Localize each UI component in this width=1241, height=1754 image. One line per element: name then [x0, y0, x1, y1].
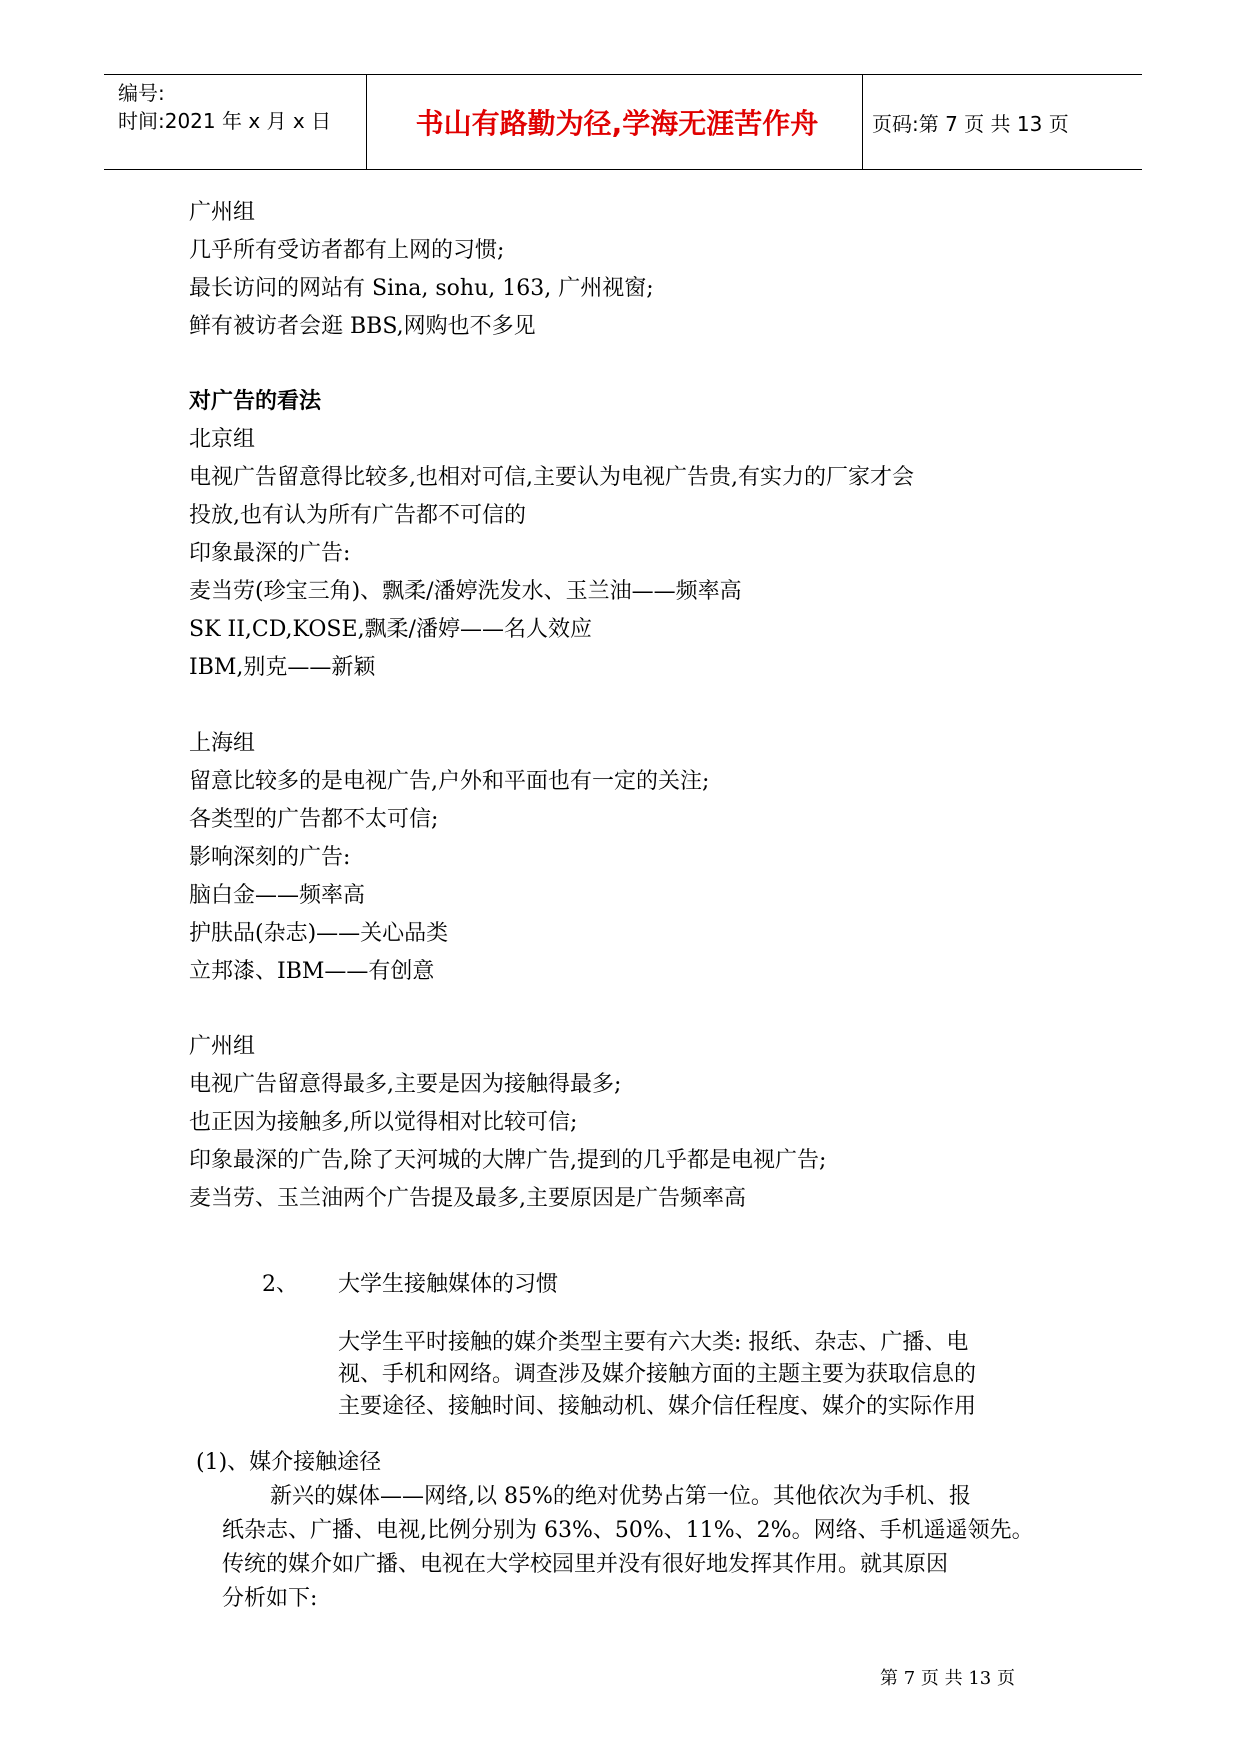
paragraph-line: SK II,CD,KOSE,飘柔/潘婷——名人效应 [189, 617, 592, 642]
paragraph-line: 鲜有被访者会逛 BBS,网购也不多见 [189, 314, 536, 339]
group-heading: 北京组 [189, 427, 256, 452]
paragraph-line: 也正因为接触多,所以觉得相对比较可信; [189, 1110, 578, 1135]
document-number-label: 编号: [118, 81, 165, 105]
paragraph-line: 印象最深的广告,除了天河城的大牌广告,提到的几乎都是电视广告; [189, 1148, 827, 1173]
section-heading: 对广告的看法 [189, 389, 322, 414]
paragraph-line: 印象最深的广告: [189, 541, 351, 566]
header-page-info: 页码:第 7 页 共 13 页 [872, 111, 1069, 136]
paragraph-line: 纸杂志、广播、电视,比例分别为 63%、50%、11%、2%。网络、手机遥遥领先。 [222, 1518, 1034, 1543]
header-meta [118, 79, 331, 135]
paragraph-line: 护肤品(杂志)——关心品类 [189, 921, 449, 946]
header-divider [366, 75, 367, 169]
section-number: 2、 [262, 1272, 298, 1297]
paragraph-line: 大学生平时接触的媒介类型主要有六大类: 报纸、杂志、广播、电 [338, 1330, 969, 1355]
paragraph-line: 影响深刻的广告: [189, 845, 351, 870]
paragraph-line: 分析如下: [222, 1586, 318, 1611]
group-heading: 广州组 [189, 200, 256, 225]
paragraph-line: 几乎所有受访者都有上网的习惯; [189, 238, 505, 263]
paragraph-line: 麦当劳(珍宝三角)、飘柔/潘婷洗发水、玉兰油——频率高 [189, 579, 742, 604]
section-title: 大学生接触媒体的习惯 [338, 1272, 559, 1297]
document-date-label: 时间:2021 年 x 月 x 日 [118, 109, 332, 133]
paragraph-line: 最长访问的网站有 Sina, sohu, 163, 广州视窗; [189, 276, 654, 301]
paragraph-line: 麦当劳、玉兰油两个广告提及最多,主要原因是广告频率高 [189, 1186, 746, 1211]
paragraph-line: 脑白金——频率高 [189, 883, 366, 908]
page-footer: 第 7 页 共 13 页 [880, 1668, 1015, 1689]
header-divider [862, 75, 863, 169]
group-heading: 广州组 [189, 1034, 256, 1059]
paragraph-line: 留意比较多的是电视广告,户外和平面也有一定的关注; [189, 769, 710, 794]
paragraph-line: 投放,也有认为所有广告都不可信的 [189, 503, 526, 528]
paragraph-line: 各类型的广告都不太可信; [189, 807, 439, 832]
paragraph-line: 电视广告留意得最多,主要是因为接触得最多; [189, 1072, 622, 1097]
paragraph-line: 电视广告留意得比较多,也相对可信,主要认为电视广告贵,有实力的厂家才会 [189, 465, 914, 490]
paragraph-line: IBM,别克——新颖 [189, 655, 376, 680]
paragraph-line: 新兴的媒体——网络,以 85%的绝对优势占第一位。其他依次为手机、报 [270, 1484, 971, 1509]
page-header [104, 74, 1142, 170]
paragraph-line: 主要途径、接触时间、接触动机、媒介信任程度、媒介的实际作用 [338, 1394, 977, 1419]
group-heading: 上海组 [189, 731, 256, 756]
paragraph-line: 立邦漆、IBM——有创意 [189, 959, 435, 984]
paragraph-line: 传统的媒介如广播、电视在大学校园里并没有很好地发挥其作用。就其原因 [222, 1552, 949, 1577]
header-motto: 书山有路勤为径,学海无涯苦作舟 [415, 107, 819, 140]
subsection-heading: (1)、媒介接触途径 [196, 1450, 382, 1475]
paragraph-line: 视、手机和网络。调查涉及媒介接触方面的主题主要为获取信息的 [338, 1362, 977, 1387]
